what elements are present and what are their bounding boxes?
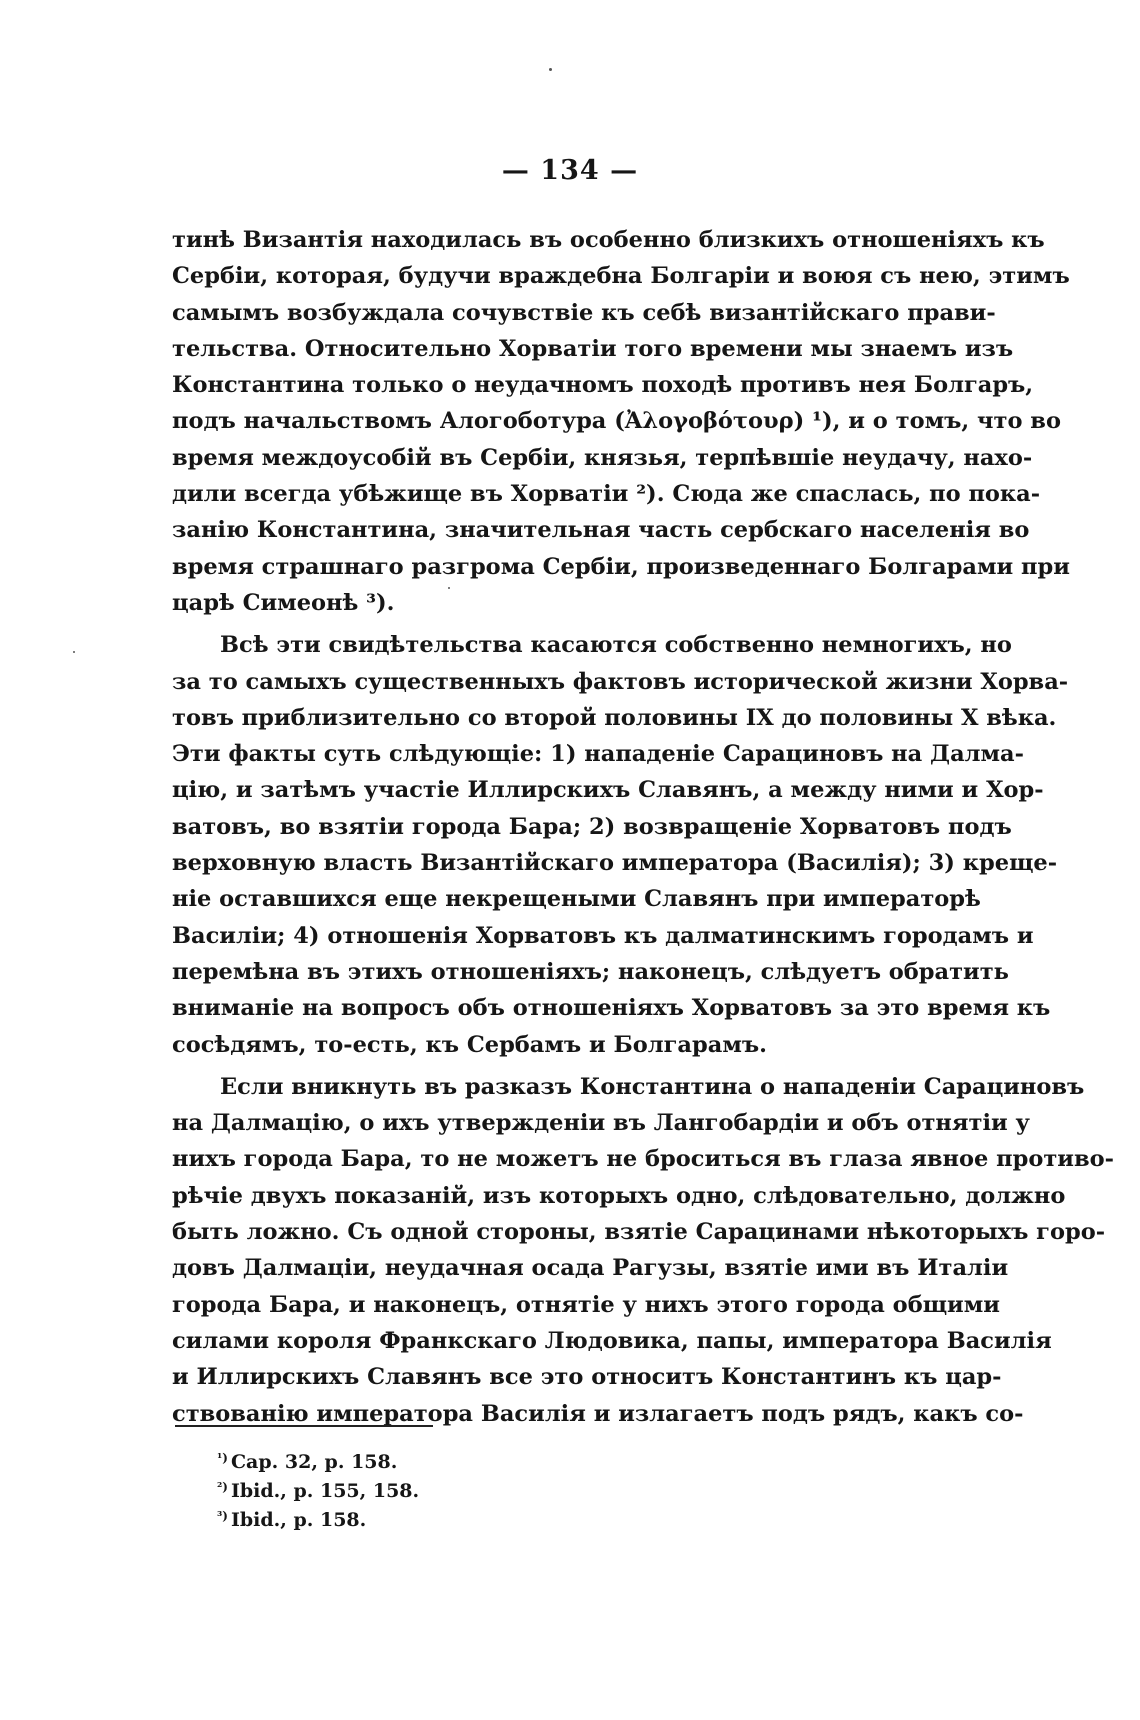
- text-line: дили всегда убѣжище въ Хорватіи ²). Сюда же спаслась, по пока-: [172, 481, 1041, 508]
- footnotes: [217, 1444, 419, 1531]
- footnote-marker: ²): [217, 1480, 228, 1494]
- footnote-marker: ³): [217, 1509, 228, 1523]
- text-line: Эти факты суть слѣдующіе: 1) нападеніе Сарациновъ на Далма-: [172, 741, 1024, 768]
- text-line: Василіи; 4) отношенія Хорватовъ къ далматинскимъ городамъ и: [172, 922, 1034, 949]
- paragraph-start-line: Если вникнуть въ разказъ Константина о нападеніи Сарациновъ: [220, 1073, 1085, 1100]
- paragraph-end-line: царѣ Симеонѣ ³).: [172, 589, 395, 616]
- footnote-item: [217, 1473, 419, 1502]
- text-line: время междоусобій въ Сербіи, князья, терпѣвшіе неудачу, нахо-: [172, 444, 1033, 471]
- text-line: время страшнаго разгрома Сербіи, произведеннаго Болгарами при: [172, 553, 1070, 580]
- text-line: и Иллирскихъ Славянъ все это относитъ Константинъ къ цар-: [172, 1364, 1002, 1391]
- paragraph-start-line: Всѣ эти свидѣтельства касаются собственно немногихъ, но: [220, 632, 1012, 659]
- text-line: тинѣ Византія находилась въ особенно близкихъ отношеніяхъ къ: [172, 227, 1045, 253]
- text-line: занію Константина, значительная часть сербскаго населенія во: [172, 517, 1030, 544]
- text-line: верховную власть Византійскаго императора (Василія); 3) креще-: [172, 850, 1058, 877]
- footnote-text: Cap. 32, p. 158.: [230, 1451, 398, 1473]
- text-line: за то самыхъ существенныхъ фактовъ исторической жизни Хорва-: [172, 668, 1069, 695]
- footnote-text: Ibid., p. 155, 158.: [230, 1480, 420, 1502]
- text-line: Константина только о неудачномъ походѣ противъ нея Болгаръ,: [172, 372, 1034, 399]
- text-line: ніе оставшихся еще некрещеными Славянъ при императорѣ: [172, 886, 981, 913]
- footnote-item: [217, 1502, 419, 1531]
- text-line: самымъ возбуждала сочувствіе къ себѣ византійскаго прави-: [172, 299, 996, 326]
- text-line: подъ начальствомъ Алогоботура (Ἀλογοβότουρ) ¹), и о томъ, что во: [172, 408, 1061, 435]
- text-line: Сербіи, которая, будучи враждебна Болгаріи и воюя съ нею, этимъ: [172, 263, 1070, 290]
- text-line: ствованію императора Василія и излагаетъ подъ рядъ, какъ со-: [172, 1400, 1024, 1427]
- text-line: быть ложно. Съ одной стороны, взятіе Сарацинами нѣкоторыхъ горо-: [172, 1219, 1106, 1246]
- paragraph-end-line: сосѣдямъ, то-есть, къ Сербамъ и Болгарамъ.: [172, 1031, 767, 1058]
- scan-speck: [73, 651, 75, 653]
- text-line: нихъ города Бара, то не можетъ не броситься въ глаза явное противо-: [172, 1146, 1114, 1173]
- text-line: силами короля Франкскаго Людовика, папы, императора Василія: [172, 1327, 1052, 1354]
- text-line: вниманіе на вопросъ объ отношеніяхъ Хорватовъ за это время къ: [172, 995, 1051, 1022]
- text-line: перемѣна въ этихъ отношеніяхъ; наконецъ, слѣдуетъ обратить: [172, 958, 1009, 985]
- body-text: [172, 222, 1114, 1432]
- footnote-item: [217, 1444, 419, 1473]
- page-number: — 134 —: [501, 155, 639, 186]
- text-line: ватовъ, во взятіи города Бара; 2) возвращеніе Хорватовъ подъ: [172, 813, 1012, 840]
- scan-speck: [549, 68, 552, 71]
- footnote-text: Ibid., p. 158.: [230, 1509, 367, 1531]
- text-line: цію, и затѣмъ участіе Иллирскихъ Славянъ, а между ними и Хор-: [172, 777, 1044, 804]
- text-line: довъ Далмаціи, неудачная осада Рагузы, взятіе ими въ Италіи: [172, 1255, 1009, 1282]
- footnote-divider: [175, 1425, 433, 1427]
- text-line: города Бара, и наконецъ, отнятіе у нихъ этого города общими: [172, 1291, 1000, 1318]
- text-line: тельства. Относительно Хорватіи того времени мы знаемъ изъ: [172, 335, 1014, 362]
- text-line: рѣчіе двухъ показаній, изъ которыхъ одно, слѣдовательно, должно: [172, 1182, 1066, 1209]
- text-line: товъ приблизительно со второй половины IX до половины X вѣка.: [172, 704, 1057, 731]
- footnote-marker: ¹): [217, 1451, 228, 1465]
- text-line: на Далмацію, о ихъ утвержденіи въ Лангобардіи и объ отнятіи у: [172, 1110, 1030, 1137]
